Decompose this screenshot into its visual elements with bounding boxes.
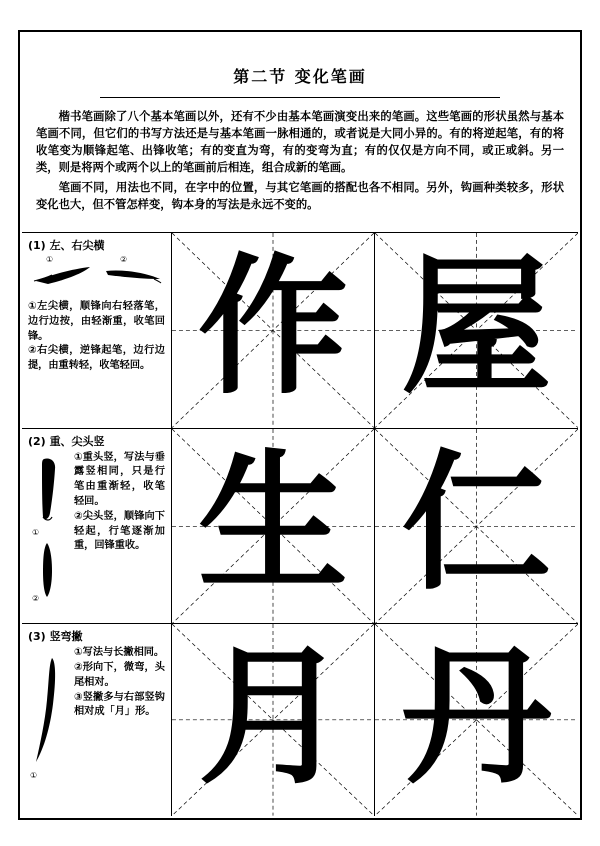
page-inner (22, 34, 578, 816)
instruction-title-3 (28, 628, 165, 644)
stroke-figures-1 (28, 255, 165, 297)
instruction-name-2: 重、尖头竖 (49, 434, 105, 448)
instruction-body-2: ①重头竖，写法与垂露竖相同，只是行笔由重渐轻，收笔轻回。 ②尖头竖，顺锋向下轻起，行笔逐渐加重，回锋重收。 (74, 451, 165, 552)
instruction-title-1 (28, 237, 165, 253)
character-row-1 (172, 233, 578, 429)
stroke-figures-3 (28, 646, 68, 790)
character-cell (375, 429, 578, 624)
instruction-column (22, 233, 172, 816)
heavy-pointed-vertical-stroke-icon (28, 451, 68, 601)
svg-text:①: ① (32, 527, 40, 537)
character-glyph (375, 233, 578, 428)
character-cell (172, 233, 375, 428)
character-text: 生 (197, 437, 348, 611)
instruction-block-1 (22, 233, 171, 429)
instruction-number-2: (2) (28, 434, 46, 448)
page-title: 第二节 变化笔画 (233, 67, 367, 86)
intro-paragraph-2: 笔画不同，用法也不同，在字中的位置，与其它笔画的搭配也各不相同。另外，钩画种类较多，形状变化也大，但不管怎样变，钩本身的写法是永远不变的。 (36, 180, 564, 211)
instruction-number-3: (3) (28, 630, 46, 644)
instruction-body-1: ①左尖横，顺锋向右轻落笔，边行边按，由轻渐重，收笔回锋。 ②右尖横，逆锋起笔，边行边提，由重转轻，收笔轻回。 (28, 301, 165, 372)
figure-mark-1a: ① (46, 255, 54, 264)
instruction-name-3: 竖弯撇 (49, 630, 83, 644)
character-column (172, 233, 578, 816)
svg-text:①: ① (30, 771, 38, 781)
instruction-2-layout (28, 451, 165, 605)
character-glyph (375, 624, 578, 816)
stroke-figures-2 (28, 451, 68, 605)
character-cell (172, 624, 375, 816)
title-divider (100, 97, 500, 98)
character-text: 作 (197, 241, 348, 416)
instruction-title-2 (28, 433, 165, 449)
character-row-2 (172, 429, 578, 625)
character-row-3 (172, 624, 578, 816)
character-glyph (375, 429, 578, 624)
character-text: 仁 (401, 437, 552, 611)
character-text: 丹 (401, 631, 552, 806)
character-glyph (172, 429, 374, 624)
instruction-block-2 (22, 429, 171, 625)
character-glyph (172, 624, 374, 816)
intro-text (22, 108, 578, 213)
svg-text:②: ② (32, 593, 40, 601)
instruction-name-1: 左、右尖横 (49, 239, 105, 252)
character-cell (172, 429, 375, 624)
character-text: 月 (197, 631, 348, 806)
lesson-grid (22, 232, 578, 816)
character-glyph (172, 233, 374, 428)
instruction-3-layout (28, 646, 165, 790)
intro-paragraph-1: 楷书笔画除了八个基本笔画以外，还有不少由基本笔画演变出来的笔画。这些笔画的形状虽然与基本笔画不同，但它们的书写方法还是与基本笔画一脉相通的，或者说是大同小异的。有的将逆起笔，有的将收笔变为顺锋起笔、出锋收笔；有的变直为弯，有的变弯为直；有的仅仅是方向不同，或正或斜。另一类，则是将两个或两个以上的笔画前后相连，组合成新的笔画。 (36, 110, 564, 175)
figure-mark-1b: ② (120, 255, 128, 264)
character-cell (375, 624, 578, 816)
instruction-block-3 (22, 624, 171, 816)
instruction-body-3: ①写法与长撇相同。 ②形向下，微弯，头尾相对。 ③竖撇多与右部竖钩相对成「月」形。 (74, 647, 165, 718)
bent-vertical-left-sweep-stroke-icon (28, 646, 68, 786)
character-text: 屋 (401, 241, 552, 416)
instruction-number-1: (1) (28, 239, 46, 252)
character-cell (375, 233, 578, 428)
